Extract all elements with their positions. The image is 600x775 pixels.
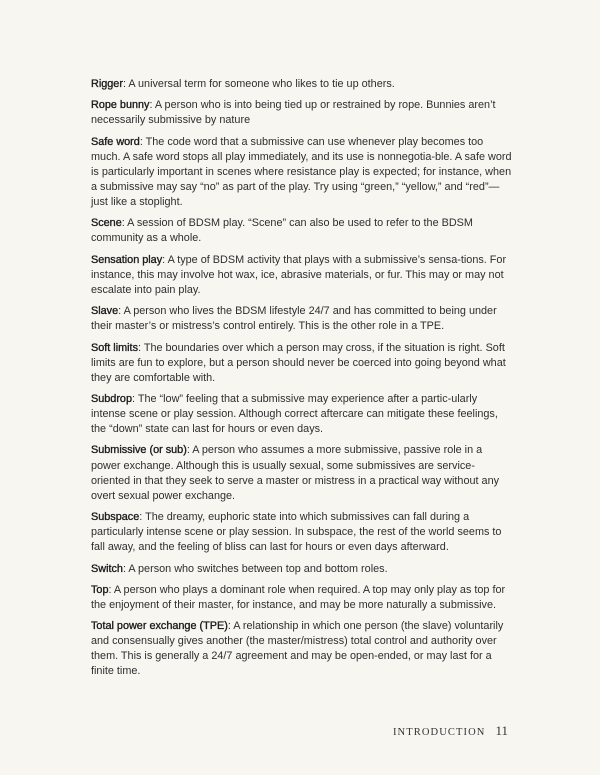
glossary-entry [91, 135, 513, 210]
glossary-definition: : The dreamy, euphoric state into which submissives can fall during a particularly intense scene or play session. In subspace, the rest of the world seems to fall away, and the feeling of bliss can last for hours or even days afterward. [91, 511, 502, 554]
glossary-term: Safe word [91, 135, 140, 148]
glossary-entry [91, 510, 513, 555]
running-head: INTRODUCTION [392, 727, 486, 738]
glossary-term: Rope bunny [91, 99, 150, 112]
glossary-definition: : A relationship in which one person (the slave) voluntarily and consensually gives another (the master/mistress) total control and authority over them. This is generally a 24/7 agreement and may be open-ended, or may last for a finite time. [91, 620, 504, 678]
glossary-entry [91, 341, 513, 386]
glossary-entry [91, 392, 513, 437]
glossary-term: Total power exchange (TPE) [91, 620, 228, 633]
glossary-term: Slave [91, 305, 119, 318]
glossary-term: Subdrop [91, 393, 132, 405]
glossary-entry [91, 619, 513, 679]
glossary-definition: : The boundaries over which a person may cross, if the situation is right. Soft limits are fun to explore, but a person should never be coerced into going beyond what they are comfortable with. [91, 341, 506, 384]
glossary-definition: : A universal term for someone who likes to tie up others. [122, 78, 395, 90]
glossary-entry [91, 253, 513, 298]
page-number: 11 [495, 723, 508, 738]
glossary-term: Sensation play [91, 253, 163, 266]
glossary-definition: : A person who is into being tied up or restrained by rope. Bunnies aren’t necessarily submissive by nature [91, 99, 496, 127]
glossary-entry [91, 562, 513, 577]
glossary-entry [91, 304, 513, 334]
glossary-term: Rigger [91, 78, 123, 90]
glossary-definition: : A type of BDSM activity that plays with a submissive’s sensa-tions. For instance, this may involve hot wax, ice, abrasive materials, or fur. This may or may not escalate into pain play. [91, 253, 507, 296]
glossary-list [91, 77, 513, 686]
glossary-definition: : A person who plays a dominant role when required. A top may only play as top for the enjoyment of their master, for instance, and may be more naturally a submissive. [91, 583, 506, 611]
glossary-definition: : A person who lives the BDSM lifestyle 24/7 and has committed to being under their master’s or mistress’s control entirely. This is the other role in a TPE. [91, 305, 497, 333]
glossary-term: Soft limits [91, 341, 138, 354]
glossary-definition: : The “low” feeling that a submissive may experience after a partic-ularly intense scene or play session. Although correct aftercare can mitigate these feelings, the “down” state can last for hours or even days. [91, 393, 498, 436]
page-footer [393, 723, 508, 739]
glossary-term: Scene [91, 217, 122, 230]
glossary-definition: : The code word that a submissive can use whenever play becomes too much. A safe word stops all play immediately, and its use is nonnegotia-ble. A safe word is particularly important in scenes where resistance play is expected; for instance, when a submissive may say “no” as part of the play. Try using “green,” “yellow,” and “red”—just like a stoplight. [91, 135, 512, 209]
glossary-entry [91, 443, 513, 503]
glossary-term: Switch [91, 562, 123, 575]
glossary-term: Top [91, 583, 109, 596]
glossary-entry [91, 216, 513, 246]
glossary-term: Submissive (or sub) [91, 444, 187, 457]
glossary-definition: : A session of BDSM play. “Scene” can also be used to refer to the BDSM community as a whole. [91, 217, 473, 245]
glossary-entry [91, 77, 513, 92]
glossary-term: Subspace [91, 511, 140, 524]
glossary-definition: : A person who assumes a more submissive, passive role in a power exchange. Although this is usually sexual, some submissives are service-oriented in that they seek to serve a master or mistress in a practical way without any overt sexual power exchange. [91, 444, 500, 502]
glossary-entry [91, 583, 513, 613]
glossary-entry [91, 98, 513, 128]
glossary-definition: : A person who switches between top and bottom roles. [122, 562, 388, 575]
